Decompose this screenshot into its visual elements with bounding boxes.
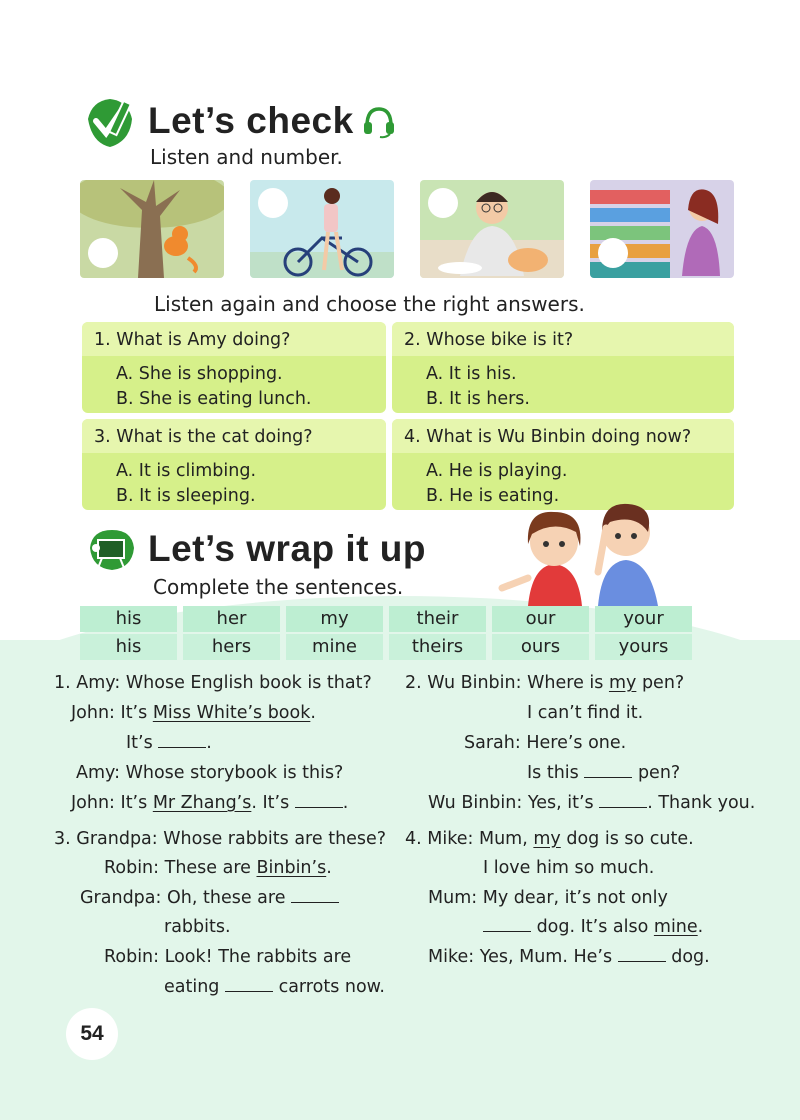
- option-a[interactable]: A. It is his.: [426, 364, 517, 384]
- section-title-check: Let’s check: [148, 100, 354, 141]
- answer-blank[interactable]: [483, 917, 531, 932]
- word-cell: hers: [183, 634, 280, 660]
- d4-line-5: Mike: Yes, Mum. He’s dog.: [428, 947, 710, 967]
- word-cell: my: [286, 606, 383, 632]
- check-instruction: Listen again and choose the right answers.: [154, 292, 585, 316]
- word-cell: theirs: [389, 634, 486, 660]
- d1-line-3: It’s .: [126, 733, 212, 753]
- word-cell: ours: [492, 634, 589, 660]
- word-cell: his: [80, 606, 177, 632]
- number-circle[interactable]: [88, 238, 118, 268]
- number-circle[interactable]: [598, 238, 628, 268]
- d3-line-3: Grandpa: Oh, these are: [80, 887, 339, 909]
- d3-line-4: rabbits.: [164, 917, 231, 937]
- d4-line-4: dog. It’s also mine.: [483, 916, 703, 938]
- option-a[interactable]: A. It is climbing.: [116, 461, 257, 481]
- question-text: 4. What is Wu Binbin doing now?: [404, 427, 692, 447]
- option-b[interactable]: B. It is hers.: [426, 389, 530, 409]
- option-b[interactable]: B. He is eating.: [426, 486, 560, 506]
- number-circle[interactable]: [428, 188, 458, 218]
- option-a[interactable]: A. He is playing.: [426, 461, 568, 481]
- word-cell: his: [80, 634, 177, 660]
- answer-blank[interactable]: [584, 763, 632, 778]
- word-cell: mine: [286, 634, 383, 660]
- d3-line-6: eating carrots now.: [164, 977, 385, 997]
- question-text: 3. What is the cat doing?: [94, 427, 313, 447]
- d2-line-2: I can’t find it.: [527, 703, 644, 723]
- d1-line-2: John: It’s Miss White’s book.: [71, 703, 316, 723]
- page-number: 54: [66, 1008, 118, 1060]
- blackboard-icon: [86, 526, 138, 574]
- d2-line-5: Wu Binbin: Yes, it’s . Thank you.: [428, 793, 756, 813]
- d4-line-2: I love him so much.: [483, 858, 655, 878]
- kids-illustration: [498, 492, 678, 606]
- question-text: 2. Whose bike is it?: [404, 330, 574, 350]
- headphone-icon: [362, 104, 396, 140]
- d3-line-2: Robin: These are Binbin’s.: [104, 858, 332, 878]
- d1-line-5: John: It’s Mr Zhang’s. It’s .: [71, 793, 349, 813]
- answer-blank[interactable]: [599, 793, 647, 808]
- d4-line-1: 4. Mike: Mum, my dog is so cute.: [405, 829, 694, 849]
- option-b[interactable]: B. She is eating lunch.: [116, 389, 312, 409]
- answer-blank[interactable]: [291, 888, 339, 903]
- d2-line-3: Sarah: Here’s one.: [464, 733, 627, 753]
- d1-line-4: Amy: Whose storybook is this?: [76, 763, 344, 783]
- d1-line-1: 1. Amy: Whose English book is that?: [54, 673, 372, 693]
- word-cell: her: [183, 606, 280, 632]
- wrap-subtitle: Complete the sentences.: [153, 575, 404, 599]
- answer-blank[interactable]: [225, 977, 273, 992]
- answer-blank[interactable]: [158, 733, 206, 748]
- question-text: 1. What is Amy doing?: [94, 330, 291, 350]
- d2-line-1: 2. Wu Binbin: Where is my pen?: [405, 673, 685, 693]
- word-cell: our: [492, 606, 589, 632]
- word-cell: yours: [595, 634, 692, 660]
- question-box-2: [392, 322, 734, 413]
- word-cell: their: [389, 606, 486, 632]
- check-icon: [86, 95, 136, 151]
- check-subtitle: Listen and number.: [150, 145, 343, 169]
- answer-blank[interactable]: [295, 793, 343, 808]
- question-box-3: [82, 419, 386, 510]
- section-title-wrap: Let’s wrap it up: [148, 528, 426, 569]
- d2-line-4: Is this pen?: [527, 763, 681, 783]
- option-a[interactable]: A. She is shopping.: [116, 364, 283, 384]
- number-circle[interactable]: [258, 188, 288, 218]
- d3-line-1: 3. Grandpa: Whose rabbits are these?: [54, 829, 387, 849]
- d3-line-5: Robin: Look! The rabbits are: [104, 947, 352, 967]
- d4-line-3: Mum: My dear, it’s not only: [428, 888, 668, 908]
- word-cell: your: [595, 606, 692, 632]
- option-b[interactable]: B. It is sleeping.: [116, 486, 256, 506]
- answer-blank[interactable]: [618, 947, 666, 962]
- question-box-1: [82, 322, 386, 413]
